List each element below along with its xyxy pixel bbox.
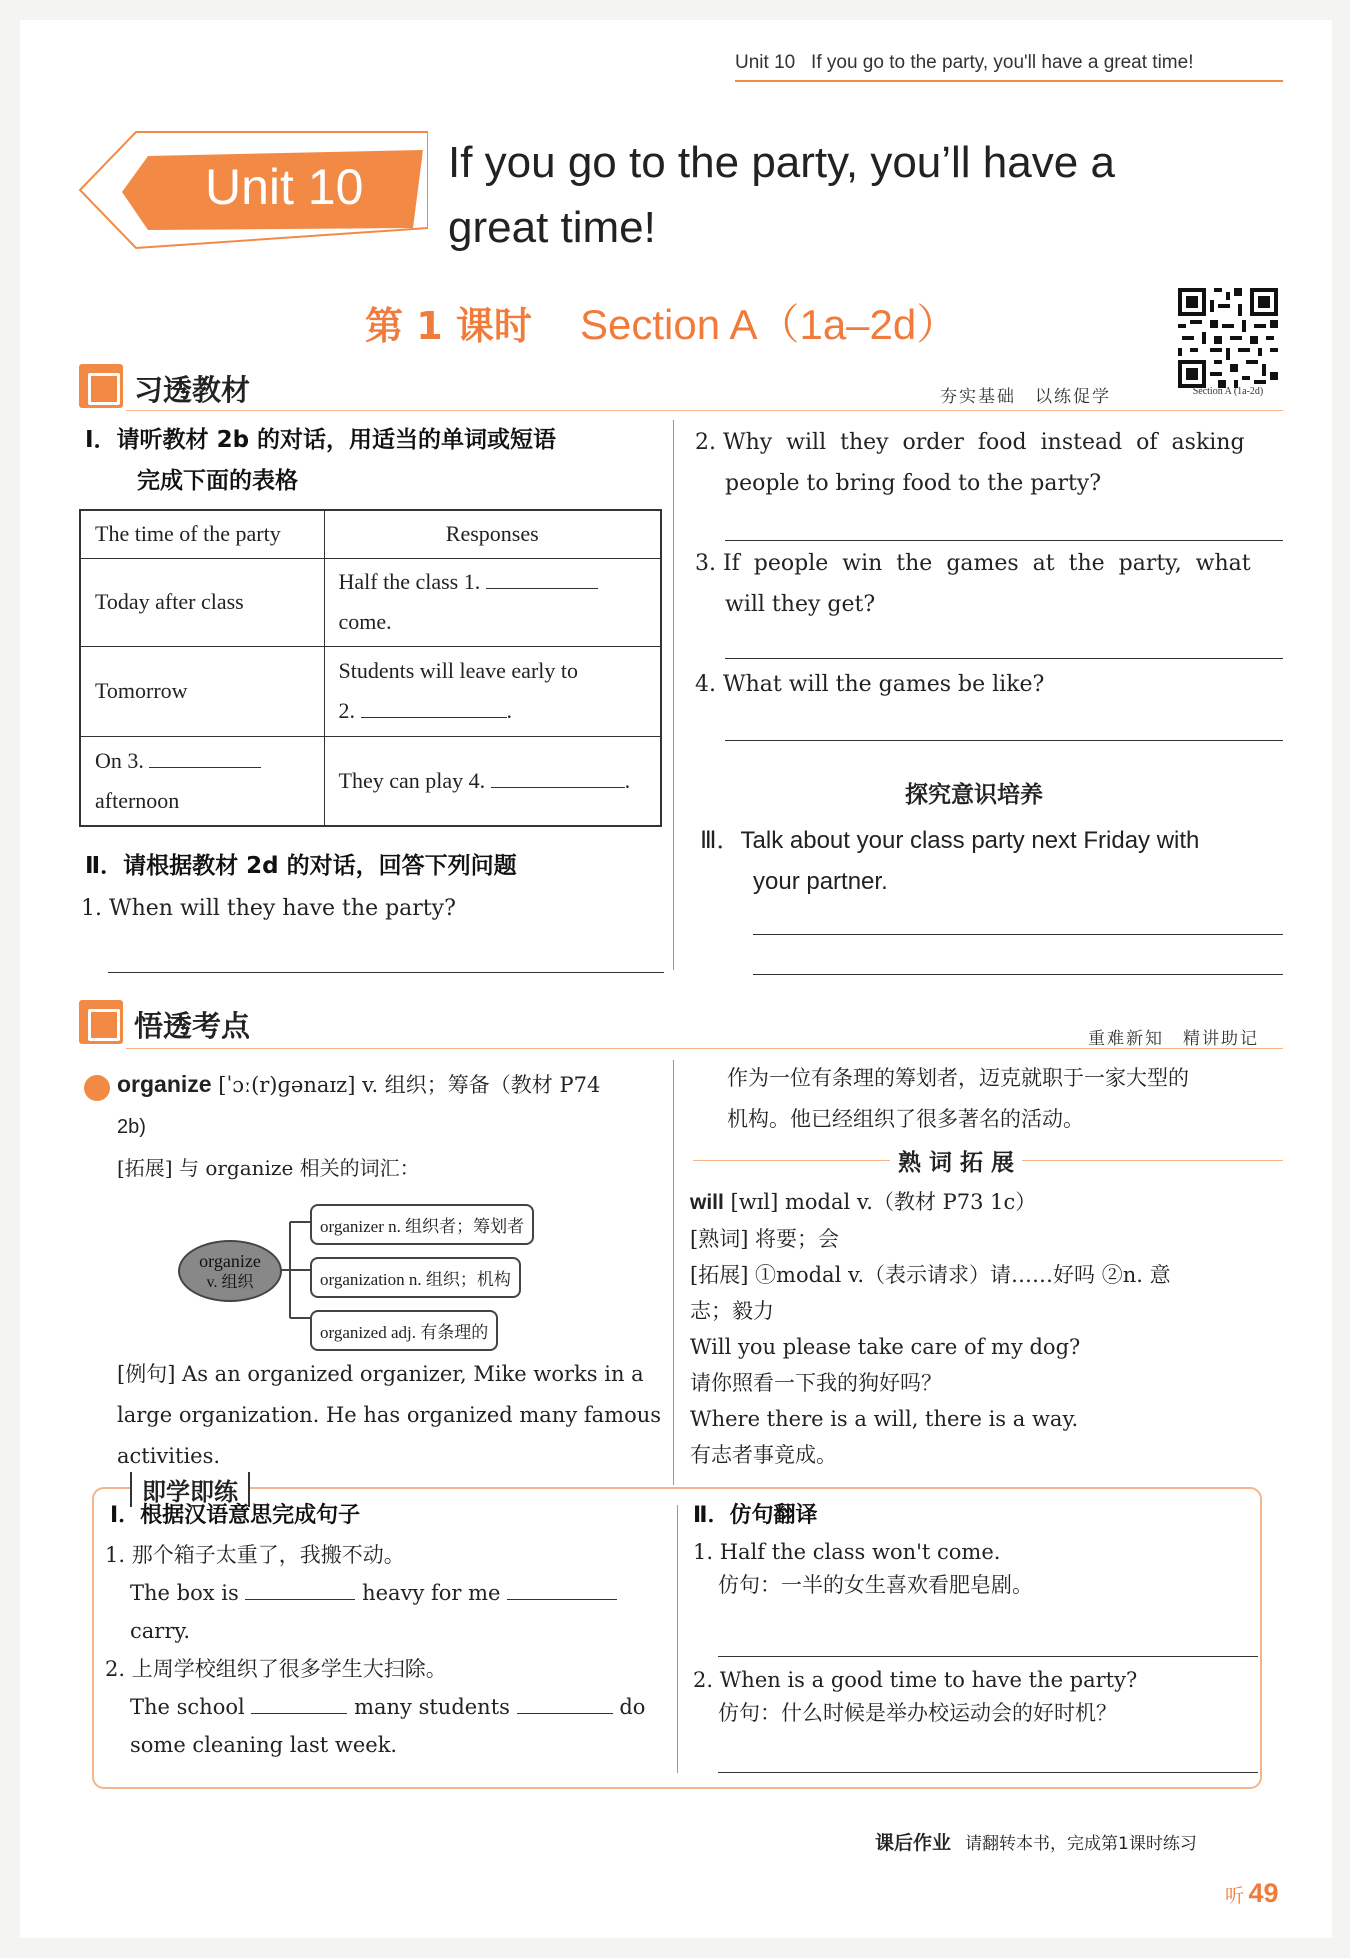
explore-title: 探究意识培养	[905, 782, 1043, 808]
answer-line-p2-1[interactable]	[718, 1656, 1258, 1657]
p1-q2-en-b: many students	[354, 1695, 510, 1719]
will-example2-cn: 有志者事竟成。	[690, 1443, 837, 1467]
table-cell-r2-response	[324, 646, 661, 736]
will-extend-line1: [拓展] ①modal v.（表示请求）请……好吗 ②n. 意	[690, 1263, 1171, 1287]
p1-q1-en-a: The box is	[130, 1581, 239, 1605]
p1-q2-en	[105, 1688, 665, 1726]
answer-line-q3-1[interactable]	[753, 934, 1283, 935]
mindmap-node-organized: organized adj. 有条理的	[310, 1310, 498, 1351]
blank-1[interactable]	[486, 588, 598, 589]
q3-line2: your partner.	[753, 868, 888, 895]
section1-subtitle: 夯实基础 以练促学	[940, 387, 1111, 407]
answer-line-q2-4[interactable]	[725, 740, 1283, 741]
extend-label: [拓展] 与 organize 相关的词汇：	[117, 1156, 420, 1180]
r2-text-c: .	[506, 698, 512, 723]
will-familiar: [熟词] 将要；会	[690, 1227, 840, 1251]
lesson-title-en: Section A（1a–2d）	[580, 301, 959, 348]
will-def: [wɪl] modal v.（教材 P73 1c）	[730, 1190, 1037, 1214]
familiar-title: 熟 词 拓 展	[890, 1144, 1022, 1177]
example-en	[117, 1354, 670, 1477]
q2-item-3: 3. If people win the games at the party, what	[695, 551, 1251, 576]
section-icon	[79, 364, 123, 408]
q1-heading	[85, 420, 665, 502]
phonetic: [ˈɔː(r)ɡənaɪz]	[218, 1073, 356, 1097]
qr-caption: Section A (1a-2d)	[1192, 386, 1264, 397]
r1-text-a: Half the class 1.	[338, 569, 481, 594]
blank-p1-q2-b[interactable]	[517, 1713, 613, 1714]
r3-right-a: They can play 4.	[338, 767, 486, 793]
practice-part2-q2	[693, 1664, 1263, 1730]
mindmap-node-organization: organization n. 组织；机构	[310, 1257, 521, 1298]
page-number-value: 49	[1248, 1878, 1279, 1908]
unit-title-line2: great time!	[448, 203, 656, 252]
unit-badge-label: Unit 10	[205, 159, 364, 215]
page-prefix: 听	[1225, 1885, 1245, 1907]
table-cell-r3-response	[324, 736, 661, 826]
response-table	[79, 509, 662, 827]
center-node-en: organize	[199, 1251, 261, 1271]
lesson-title-cn: 第 1 课时	[365, 304, 532, 348]
answer-line-q3-2[interactable]	[753, 974, 1283, 975]
practice-part1-head: Ⅰ．根据汉语意思完成句子	[110, 1503, 361, 1528]
section2-rule	[126, 1048, 1283, 1049]
r3-right-b: .	[624, 767, 631, 793]
p1-q1-en	[105, 1574, 665, 1612]
p1-q1-cn: 1. 那个箱子太重了，我搬不动。	[105, 1543, 405, 1567]
blank-p1-q1-b[interactable]	[507, 1599, 617, 1600]
answer-line-q2-2[interactable]	[725, 540, 1283, 541]
p2-q1-cn: 仿句：一半的女生喜欢看肥皂剧。	[718, 1573, 1033, 1597]
bullet-dot	[84, 1075, 110, 1101]
example-line3: activities.	[117, 1444, 221, 1468]
will-example1: Will you please take care of my dog?	[690, 1335, 1081, 1359]
homework-label: 课后作业	[875, 1832, 952, 1854]
q2-heading: Ⅱ．请根据教材 2d 的对话，回答下列问题	[85, 853, 517, 879]
column-divider	[673, 1060, 674, 1485]
word-organize: organize	[117, 1071, 212, 1097]
will-word: will	[690, 1191, 724, 1214]
q1-heading-line1: Ⅰ．请听教材 2b 的对话，用适当的单词或短语	[85, 427, 557, 453]
practice-part2-head: Ⅱ．仿句翻译	[693, 1503, 818, 1528]
answer-line-q2-1[interactable]	[108, 972, 664, 973]
practice-part1-q1	[105, 1536, 665, 1764]
entry-organize	[117, 1064, 600, 1106]
example-cn-line2: 机构。他已经组织了很多著名的活动。	[727, 1107, 1084, 1131]
will-example1-cn: 请你照看一下我的狗好吗？	[690, 1371, 942, 1395]
center-node-cn: v. 组织	[206, 1274, 254, 1291]
example-line1: [例句] As an organized organizer, Mike works in a	[117, 1362, 644, 1386]
will-extend-line2: 志；毅力	[690, 1299, 774, 1323]
table-header-time: The time of the party	[80, 510, 324, 558]
q2-item-2: 2. Why will they order food instead of asking	[695, 430, 1245, 455]
mindmap-node-organizer: organizer n. 组织者；筹划者	[310, 1204, 534, 1245]
blank-2[interactable]	[361, 717, 507, 718]
table-cell-r1-time: Today after class	[80, 558, 324, 646]
qr-code[interactable]	[1178, 288, 1278, 388]
q2-item-3-cont: will they get?	[725, 592, 876, 617]
blank-4[interactable]	[491, 787, 625, 788]
r3-text-b: afternoon	[95, 787, 180, 813]
section2-subtitle: 重难新知 精讲助记	[1088, 1029, 1259, 1049]
p1-q2-en-c: do	[619, 1695, 646, 1719]
p2-q2-cn: 仿句：什么时候是举办校运动会的好时机？	[718, 1701, 1117, 1725]
q2-item-1: 1. When will they have the party?	[81, 896, 456, 921]
answer-line-p2-2[interactable]	[718, 1772, 1258, 1773]
section1-title: 习透教材	[134, 373, 251, 407]
q2-item-4: 4. What will the games be like?	[695, 672, 1045, 697]
blank-3[interactable]	[149, 767, 261, 768]
p1-q1-en-b: heavy for me	[362, 1581, 501, 1605]
r2-text-a: Students will leave early to	[338, 658, 578, 683]
running-head: Unit 10 If you go to the party, you'll have a great time!	[735, 52, 1194, 73]
q3-line1: Ⅲ．Talk about your class party next Friday with	[700, 827, 1200, 854]
p1-q2-en-d: some cleaning last week.	[130, 1733, 398, 1757]
section1-rule	[126, 410, 1283, 411]
table-cell-r2-time: Tomorrow	[80, 646, 324, 736]
p2-q2: 2. When is a good time to have the party?	[693, 1668, 1138, 1692]
p1-q1-en-c: carry.	[130, 1619, 191, 1643]
ref-cont: 2b)	[117, 1116, 146, 1138]
mindmap-center-node	[178, 1240, 282, 1302]
r3-text-a: On 3.	[95, 747, 144, 773]
pos-definition: v. 组织；筹备（教材 P74	[362, 1073, 601, 1097]
practice-title: 即学即练	[130, 1472, 250, 1507]
r1-text-b: come.	[338, 609, 392, 634]
blank-p1-q2-a[interactable]	[251, 1713, 347, 1714]
p2-q1: 1. Half the class won't come.	[693, 1540, 1001, 1564]
practice-divider	[677, 1505, 678, 1773]
page-number	[1225, 1878, 1279, 1909]
will-def-line	[690, 1184, 1285, 1221]
column-divider	[673, 420, 674, 970]
section-icon	[79, 1000, 123, 1044]
q2-item-2-cont: people to bring food to the party?	[725, 471, 1102, 496]
example-cn-line1: 作为一位有条理的筹划者，迈克就职于一家大型的	[727, 1066, 1189, 1090]
example-cn	[727, 1058, 1287, 1140]
lesson-title	[365, 292, 958, 352]
will-entry	[690, 1184, 1285, 1473]
q1-heading-line2: 完成下面的表格	[137, 468, 298, 494]
homework-note	[875, 1828, 1197, 1855]
blank-p1-q1-a[interactable]	[245, 1599, 355, 1600]
will-example2: Where there is a will, there is a way.	[690, 1407, 1079, 1431]
section2-title: 悟透考点	[134, 1009, 251, 1043]
practice-part2	[693, 1536, 1263, 1602]
table-cell-r1-response	[324, 558, 661, 646]
p1-q2-cn: 2. 上周学校组织了很多学生大扫除。	[105, 1657, 447, 1681]
example-line2: large organization. He has organized many famous	[117, 1403, 662, 1427]
table-header-responses: Responses	[324, 510, 661, 558]
r2-text-b: 2.	[338, 698, 355, 723]
running-head-rule	[735, 80, 1283, 82]
p1-q2-en-a: The school	[130, 1695, 245, 1719]
homework-text: 请翻转本书，完成第1课时练习	[965, 1834, 1197, 1854]
unit-title-line1: If you go to the party, you’ll have a	[448, 138, 1115, 187]
table-cell-r3-time	[80, 736, 324, 826]
answer-line-q2-3[interactable]	[725, 658, 1283, 659]
q3-text	[700, 820, 1290, 902]
unit-title	[448, 130, 1298, 260]
